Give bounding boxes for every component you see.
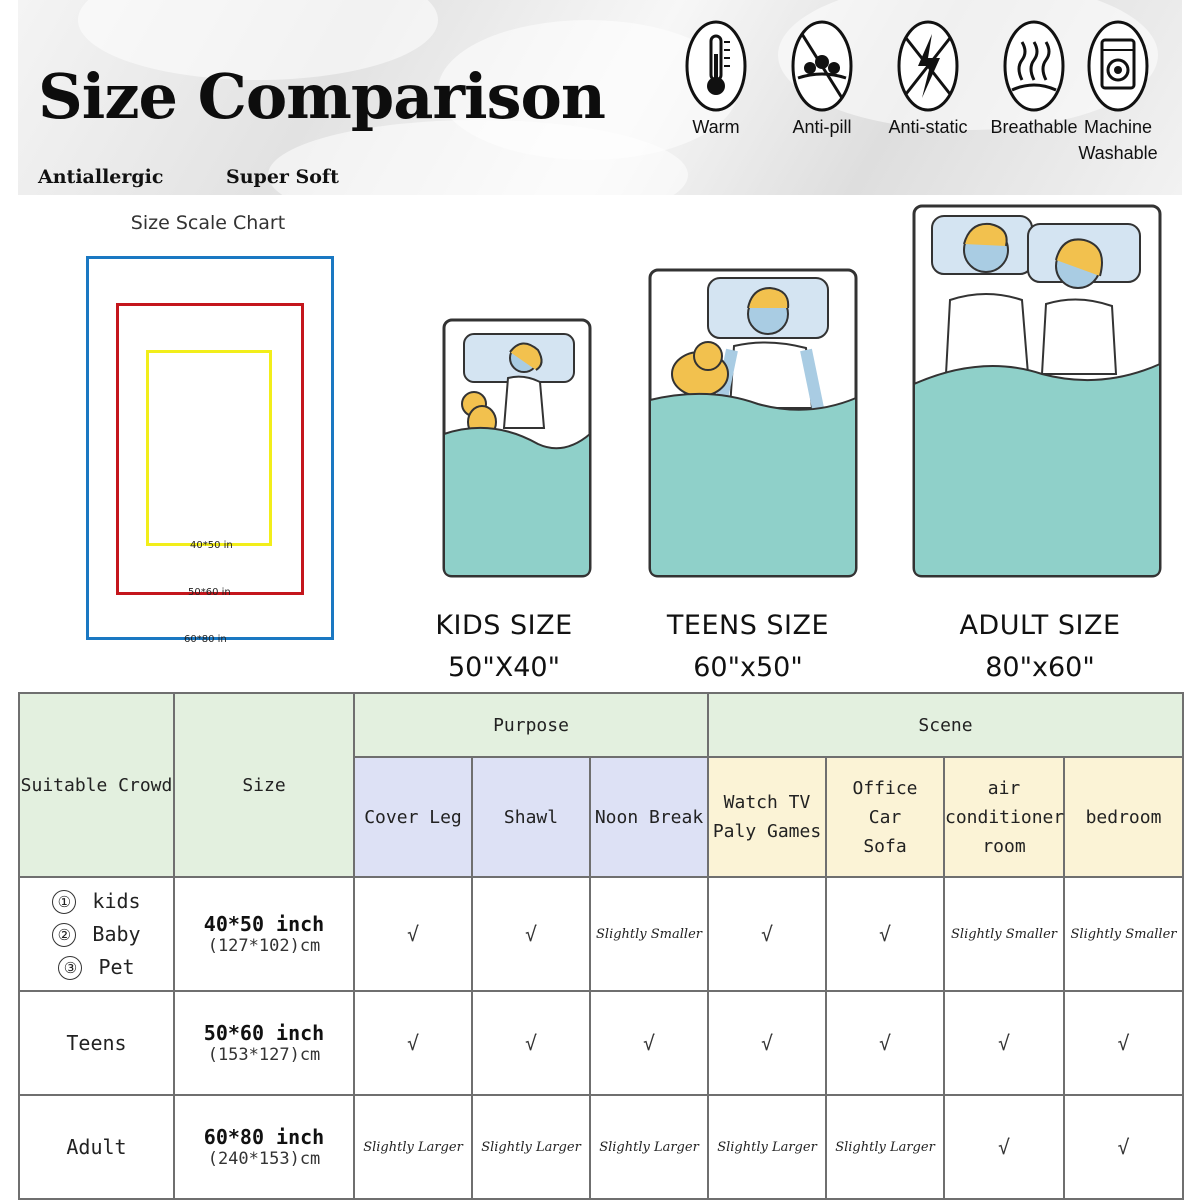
table-cell: √	[472, 991, 590, 1095]
size-cell	[174, 877, 354, 991]
size-cell	[174, 1095, 354, 1199]
col-bedroom: bedroom	[1064, 757, 1183, 877]
table-cell: Slightly Larger	[590, 1095, 708, 1199]
feature-label: Machine Washable	[1078, 117, 1158, 163]
adult-bed-illustration	[912, 204, 1162, 578]
col-line: air	[987, 777, 1021, 799]
scale-label-medium: 50*60 in	[188, 587, 231, 598]
kids-size-dims: 50"X40"	[447, 652, 561, 683]
kids-size-name: KIDS SIZE	[435, 610, 573, 641]
table-cell: √	[354, 991, 472, 1095]
size-cm: (240*153)cm	[207, 1149, 321, 1169]
table-cell: Slightly Larger	[354, 1095, 472, 1199]
table-cell: Slightly Smaller	[1064, 877, 1183, 991]
col-line: room	[982, 835, 1026, 857]
size-inch: 50*60 inch	[203, 1021, 325, 1045]
size-header: Size	[174, 693, 354, 877]
crowd-header: Suitable Crowd	[19, 693, 174, 877]
table-cell: √	[708, 877, 826, 991]
table-cell: Slightly Smaller	[944, 877, 1064, 991]
scene-header: Scene	[708, 693, 1183, 757]
feature-antiallergic: Antiallergic	[38, 166, 164, 188]
scale-chart-title: Size Scale Chart	[130, 212, 286, 234]
table-cell: √	[1064, 1095, 1183, 1199]
feature-label: Anti-pill	[792, 117, 852, 137]
col-shawl: Shawl	[472, 757, 590, 877]
crowd-item: Baby	[92, 921, 141, 946]
number-badge: ②	[52, 923, 76, 947]
col-line: conditioner	[945, 806, 1065, 828]
feature-super-soft: Super Soft	[226, 166, 339, 188]
thermometer-icon	[684, 20, 748, 112]
table-cell: √	[826, 877, 944, 991]
col-line: Car	[868, 806, 902, 828]
table-cell: Slightly Larger	[472, 1095, 590, 1199]
feature-machine-washable	[1070, 20, 1166, 166]
table-row	[19, 877, 1183, 991]
header-banner	[18, 0, 1182, 195]
table-cell: √	[590, 991, 708, 1095]
teens-size-dims: 60"x50"	[693, 652, 803, 683]
size-inch: 60*80 inch	[203, 1125, 325, 1149]
table-cell: √	[1064, 991, 1183, 1095]
feature-label: Warm	[692, 117, 740, 137]
scale-label-small: 40*50 in	[190, 540, 233, 551]
adult-size-dims: 80"x60"	[985, 652, 1095, 683]
teens-bed-illustration	[648, 268, 858, 578]
crowd-cell: Teens	[19, 991, 174, 1095]
kids-bed-illustration	[442, 318, 592, 578]
table-cell: √	[944, 991, 1064, 1095]
col-air-conditioner-room	[944, 757, 1064, 877]
size-cell	[174, 991, 354, 1095]
size-cm: (127*102)cm	[207, 936, 321, 956]
purpose-header: Purpose	[354, 693, 708, 757]
number-badge: ①	[52, 890, 76, 914]
crowd-cell	[19, 877, 174, 991]
col-line: Sofa	[863, 835, 907, 857]
table-cell: √	[472, 877, 590, 991]
feature-warm	[668, 20, 764, 140]
feature-label: Anti-static	[888, 117, 968, 137]
anti-static-icon	[896, 20, 960, 112]
page-title: Size Comparison	[38, 60, 605, 133]
table-cell: Slightly Smaller	[590, 877, 708, 991]
feature-anti-pill	[774, 20, 870, 140]
table-cell: √	[708, 991, 826, 1095]
breathable-icon	[1002, 20, 1066, 112]
col-line: Watch TV	[723, 792, 811, 813]
col-office-car-sofa	[826, 757, 944, 877]
table-cell: Slightly Larger	[826, 1095, 944, 1199]
crowd-cell: Adult	[19, 1095, 174, 1199]
table-cell: √	[826, 991, 944, 1095]
col-line: Paly Games	[712, 821, 822, 842]
feature-anti-static	[880, 20, 976, 140]
table-row	[19, 991, 1183, 1095]
washing-machine-icon	[1086, 20, 1150, 112]
crowd-item: kids	[92, 888, 141, 913]
table-row	[19, 1095, 1183, 1199]
scale-box-small	[146, 350, 272, 546]
adult-size-name: ADULT SIZE	[959, 610, 1121, 641]
table-cell: Slightly Larger	[708, 1095, 826, 1199]
crowd-item: Pet	[98, 954, 135, 979]
size-usage-table	[18, 692, 1184, 1200]
col-noon-break: Noon Break	[590, 757, 708, 877]
table-cell: √	[354, 877, 472, 991]
feature-label: Breathable	[990, 117, 1078, 137]
feature-breathable	[986, 20, 1082, 140]
col-line: Office	[852, 777, 918, 799]
number-badge: ③	[58, 956, 82, 980]
col-watch-tv	[708, 757, 826, 877]
table-cell: √	[944, 1095, 1064, 1199]
teens-size-name: TEENS SIZE	[666, 610, 830, 641]
size-cm: (153*127)cm	[207, 1045, 321, 1065]
anti-pill-icon	[790, 20, 854, 112]
scale-label-large: 60*80 in	[184, 634, 227, 645]
size-inch: 40*50 inch	[203, 912, 325, 936]
col-cover-leg: Cover Leg	[354, 757, 472, 877]
